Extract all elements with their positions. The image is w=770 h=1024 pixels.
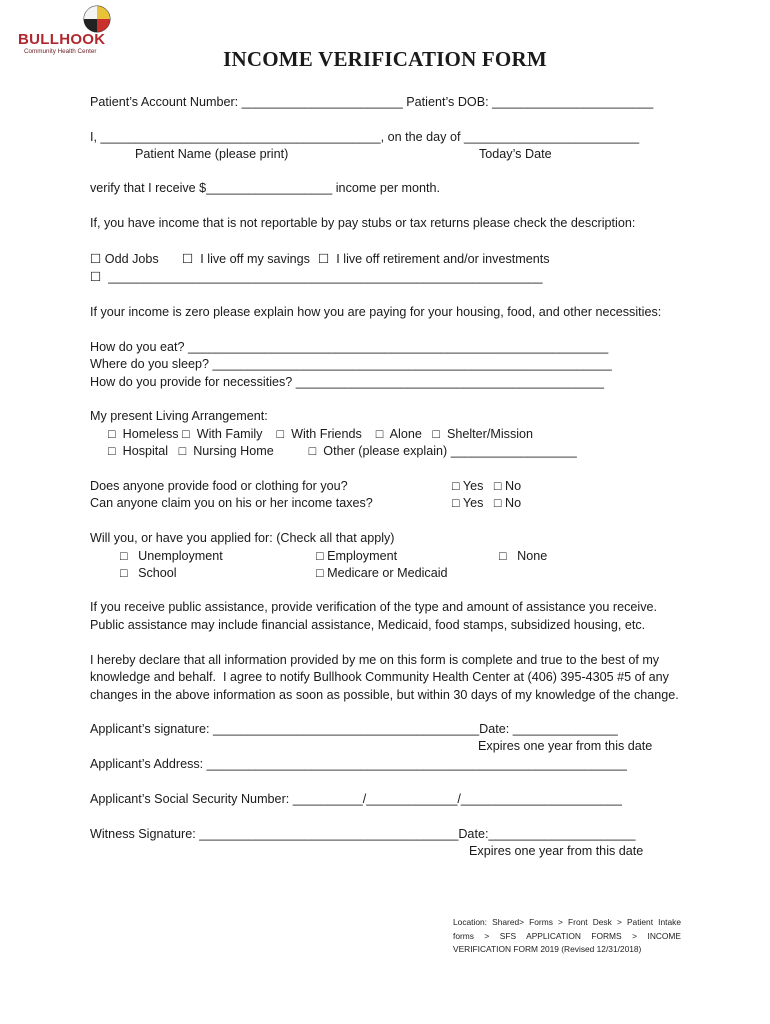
food-clothing-yes-no[interactable]: □ Yes □ No	[452, 479, 522, 493]
applicant-signature-line[interactable]: Applicant’s signature: ______________________________________Date: _______________	[90, 722, 618, 736]
public-assistance-text-2: Public assistance may include financial assistance, Medicaid, food stamps, subsidized housing, etc.	[90, 618, 646, 632]
applied-for-label: Will you, or have you applied for: (Check all that apply)	[90, 531, 395, 545]
tax-claim-yes-no[interactable]: □ Yes □ No	[452, 496, 522, 510]
necessities-line[interactable]: How do you provide for necessities? ____________________________________________	[90, 375, 604, 389]
where-sleep-line[interactable]: Where do you sleep? _________________________________________________________	[90, 357, 612, 371]
school-checkbox[interactable]: □ School	[120, 566, 177, 580]
declaration-text-3: changes in the above information as soon as possible, but within 30 days of my knowledge of the change.	[90, 688, 679, 702]
living-arrangement-row-2[interactable]: □ Hospital □ Nursing Home □ Other (please explain) __________________	[108, 444, 577, 458]
declaration-text-2: knowledge and behalf. I agree to notify Bullhook Community Health Center at (406) 395-4305 #5 of any	[90, 670, 669, 684]
signature-expires-note: Expires one year from this date	[478, 739, 653, 753]
logo-wordmark: BULLHOOK	[18, 31, 106, 48]
tax-claim-question: Can anyone claim you on his or her income taxes?	[90, 496, 373, 510]
retirement-checkbox[interactable]: ☐ I live off retirement and/or investments	[318, 252, 550, 266]
living-arrangement-label: My present Living Arrangement:	[90, 409, 268, 423]
medicare-medicaid-checkbox[interactable]: □ Medicare or Medicaid	[316, 566, 448, 580]
none-checkbox[interactable]: □ None	[499, 549, 548, 563]
patient-name-caption: Patient Name (please print)	[135, 147, 289, 161]
document-location-footer: Location: Shared> Forms > Front Desk > Patient Intake forms > SFS APPLICATION FORMS > INCOME VERIFICATION FORM 2019 (Revised 12/31/2018)	[453, 917, 681, 954]
applicant-address-line[interactable]: Applicant’s Address: ____________________________________________________________	[90, 757, 627, 771]
declaration-text-1: I hereby declare that all information provided by me on this form is complete and true to the best of my	[90, 653, 660, 667]
medicine-wheel-icon	[82, 4, 112, 34]
unemployment-checkbox[interactable]: □ Unemployment	[120, 549, 223, 563]
employment-checkbox[interactable]: □ Employment	[316, 549, 398, 563]
not-reportable-text: If, you have income that is not reportable by pay stubs or tax returns please check the description:	[90, 216, 636, 230]
logo-tagline: Community Health Center	[24, 48, 97, 55]
odd-jobs-checkbox[interactable]: ☐ Odd Jobs	[90, 252, 159, 266]
living-arrangement-row-1[interactable]: □ Homeless □ With Family □ With Friends □ Alone □ Shelter/Mission	[108, 427, 534, 441]
food-clothing-question: Does anyone provide food or clothing for you?	[90, 479, 348, 493]
form-title: INCOME VERIFICATION FORM	[223, 47, 547, 71]
account-dob-line[interactable]: Patient’s Account Number: _______________________ Patient’s DOB: _______________________	[90, 95, 654, 109]
patient-name-line[interactable]: I, ________________________________________, on the day of _________________________	[90, 130, 640, 144]
todays-date-caption: Today’s Date	[479, 147, 552, 161]
zero-income-text: If your income is zero please explain how you are paying for your housing, food, and other necessities:	[90, 305, 662, 319]
public-assistance-text-1: If you receive public assistance, provide verification of the type and amount of assistance you receive.	[90, 600, 658, 614]
savings-checkbox[interactable]: ☐ I live off my savings	[182, 252, 310, 266]
witness-expires-note: Expires one year from this date	[469, 844, 644, 858]
witness-signature-line[interactable]: Witness Signature: _____________________________________Date:_____________________	[90, 827, 636, 841]
other-income-checkbox[interactable]: ☐ ______________________________________________________________	[90, 270, 543, 284]
income-line[interactable]: verify that I receive $__________________ income per month.	[90, 181, 441, 195]
how-eat-line[interactable]: How do you eat? ____________________________________________________________	[90, 340, 609, 354]
ssn-line[interactable]: Applicant’s Social Security Number: __________/_____________/_______________________	[90, 792, 622, 806]
